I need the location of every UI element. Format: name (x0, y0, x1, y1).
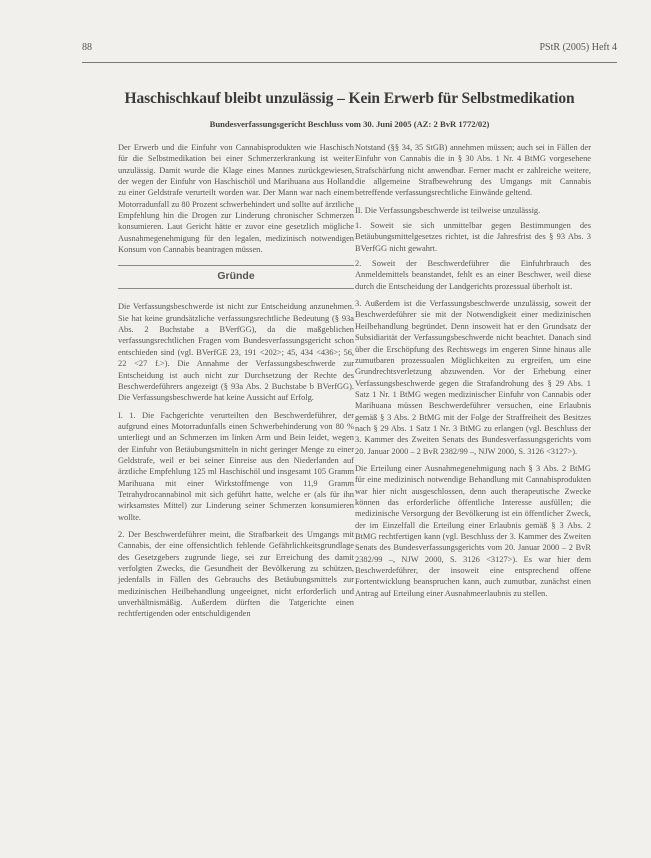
body-paragraph: I. 1. Die Fachgerichte verurteilten den Beschwerdeführer, der aufgrund eines Motorradunfalls einen Schwerbehinderung von 80 % unterliegt und an Schmerzen im linken Arm und Bein leidet, wegen der Einfuhr von Betäubungsmitteln in nicht geringer Menge zu einer Geldstrafe, weil er bei seiner Einreise aus den Niederlanden auf ärztliche Empfehlung 125 ml Haschischöl und insgesamt 105 Gramm Marihuana mit einer Wirkstoffmenge von 11,9 Gramm Tetrahydrocannabinol mit sich geführt hatte, welche er (als für ihn wirksamstes Mittel) zur Linderung seiner Schmerzen konsumieren wollte. (118, 410, 354, 522)
body-paragraph: Die Erteilung einer Ausnahmegenehmigung nach § 3 Abs. 2 BtMG für eine medizinisch notwendige Behandlung mit Cannabisprodukten war hier nicht ausgeschlossen, denn auch therapeutische Zwecke können das erforderliche öffentliche Interesse ausfüllen; die medizinische Versorgung der Bevölkerung ist ein öffentlicher Zweck, der im Einzelfall die Erteilung einer Erlaubnis gemäß § 3 Abs. 2 BtMG rechtfertigen kann (vgl. Beschluss der 3. Kammer des Zweiten Senats des Bundesverfassungsgerichts vom 20. Januar 2000 – 2 BvR 2382/99 –, NJW 2000, S. 3126 <3127>). Es war hier dem Beschwerdeführer, der insoweit eine entsprechend offene Fortentwicklung beanspruchen kann, auch zumutbar, zunächst einen Antrag auf Erteilung einer Ausnahmeerlaubnis zu stellen. (355, 463, 591, 598)
body-paragraph: 2. Soweit der Beschwerdeführer die Einfuhrbrauch des Anmeldemittels beanstandet, fehlt es an einer Beschwer, weil diese durch die Entscheidung der Landgerichts prozessual überholt ist. (355, 259, 591, 291)
body-paragraph: 1. Soweit sie sich unmittelbar gegen Bestimmungen des Betäubungsmittelgesetzes richtet, ist die Jahresfrist des § 93 Abs. 3 BVerfGG nicht gewahrt. (355, 221, 591, 253)
right-column (355, 142, 591, 605)
body-paragraph: II. Die Verfassungsbeschwerde ist teilweise unzulässig. (355, 205, 541, 215)
section-heading: Gründe (217, 270, 255, 283)
article-subtitle: Bundesverfassungsgericht Beschluss vom 30. Juni 2005 (AZ: 2 BvR 1772/02) (209, 119, 490, 129)
body-paragraph: Notstand (§§ 34, 35 StGB) annehmen müssen; auch sei in Fällen der Einfuhr von Cannabis die in § 30 Abs. 1 Nr. 4 BtMG vorgesehene Strafschärfung nicht anwendbar. Ferner macht er zahlreiche weitere, die allgemeine Strafbewehrung des Umgangs mit Cannabis betreffende verfassungsrechtliche Einwände geltend. (355, 143, 591, 198)
article-title: Haschischkauf bleibt unzulässig – Kein Erwerb für Selbstmedikation (124, 90, 575, 107)
journal-reference: PStR (2005) Heft 4 (539, 42, 617, 53)
body-paragraph: Die Verfassungsbeschwerde ist nicht zur Entscheidung anzunehmen. Sie hat keine grundsätzliche verfassungsrechtliche Bedeutung (§ 93a Abs. 2 Buchstabe a BVerfGG), da die maßgeblichen verfassungsrechtlichen Fragen vom Bundesverfassungsgericht schon entschieden sind (vgl. BVerfGE 23, 191 <202>; 45, 434 <436>; 56, 22 <27 f.>). Die Annahme der Verfassungsbeschwerde zur Entscheidung ist auch nicht zur Durchsetzung der Rechte des Beschwerdeführers angezeigt (§ 93a Abs. 2 Buchstabe b BVerfGG). Die Verfassungsbeschwerde hat keine Aussicht auf Erfolg. (118, 302, 354, 403)
body-paragraph: 3. Außerdem ist die Verfassungsbeschwerde unzulässig, soweit der Beschwerdeführer sie mit der Notwendigkeit einer medizinischen Heilbehandlung begründet. Denn insoweit hat er den Grundsatz der Subsidiarität der Verfassungsbeschwerde nicht beachtet. Danach sind über die Erschöpfung des Rechtswegs im engeren Sinne hinaus alle zumutbaren prozessualen Möglichkeiten zu ergreifen, um eine Grundrechtsverletzung abzuwenden. Vor der Erhebung einer Verfassungsbeschwerde gegen die Strafandrohung des § 29 Abs. 1 Satz 1 Nr. 1 BtMG wegen medizinischer Einfuhr von Cannabis oder Marihuana müssen Beschwerdeführer versuchen, eine Erlaubnis gemäß § 3 Abs. 2 BtMG mit der Folge der Straffreiheit des Besitzes nach § 29 Abs. 1 Satz 1 Nr. 3 BtMG zu erlangen (vgl. Beschluss der 3. Kammer des Zweiten Senats des Bundesverfassungsgerichts vom 20. Januar 2000 – 2 BvR 2382/99 –, NJW 2000, S. 3126 <3127>). (355, 299, 591, 456)
section-heading-box (118, 265, 354, 289)
intro-paragraph: Der Erwerb und die Einfuhr von Cannabisprodukten wie Haschisch für die Selbstmedikation bei einer Schmerzerkrankung ist weiter unzulässig. Damit wurde die Klage eines Mannes zurückgewiesen, der wegen der Einfuhr von Haschischöl und Marihuana aus Holland zu einer Geldstrafe verurteilt worden war. Der Mann war nach einem Motorradunfall zu 80 Prozent schwerbehindert und sollte auf ärztliche Empfehlung hin die Drogen zur Linderung chronischer Schmerzen konsumieren. Laut Gericht hätte er zuvor eine gesetzlich mögliche Ausnahmegenehmigung für den legalen, medizinisch notwendigen Konsum von Cannabis beantragen müssen. (118, 143, 354, 255)
body-paragraph: 2. Der Beschwerdeführer meint, die Strafbarkeit des Umgangs mit Cannabis, der eine offensichtlich fehlende Gefährlichkeitsgrundlage des Gesetzgebers zugrunde liege, sei zur Erreichung des damit verfolgten Zwecks, die Gesundheit der Bevölkerung zu schützen, jedenfalls in Fällen des Gebrauchs des Betäubungsmittels zur medizinischen Heilbehandlung ungeeignet, nicht erforderlich und unverhältnismäßig. Außerdem dürften die Tatgerichte einen rechtfertigenden oder entschuldigenden (118, 529, 354, 619)
header-rule (82, 62, 617, 63)
page-number: 88 (82, 42, 92, 53)
left-column (118, 142, 354, 626)
